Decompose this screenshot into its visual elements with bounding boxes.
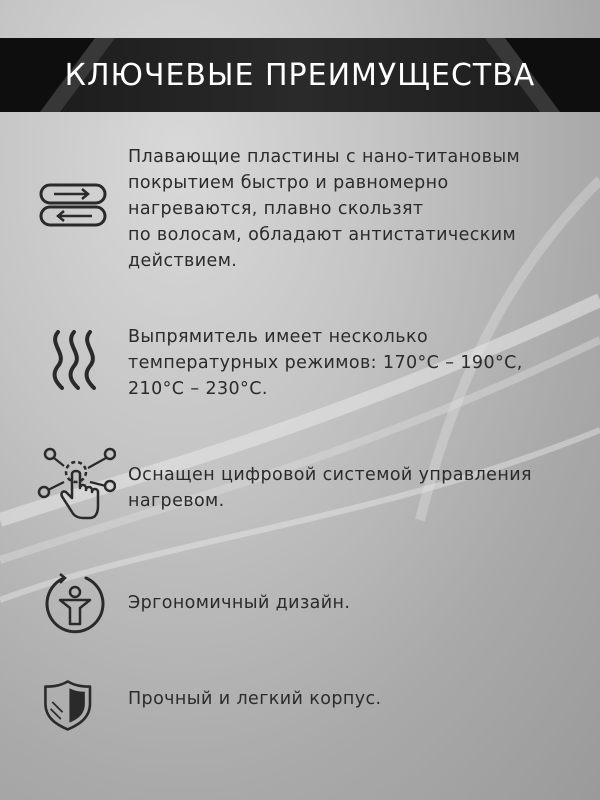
shield-icon (42, 678, 102, 738)
feature-text-body: Прочный и легкий корпус. (128, 689, 382, 709)
feature-text-control: Оснащен цифровой системой управления нагревом. (128, 465, 532, 511)
ergonomic-person-icon (40, 570, 110, 640)
feature-text-ergonomic: Эргономичный дизайн. (128, 593, 351, 613)
header-banner (0, 38, 600, 112)
heat-waves-icon (44, 324, 114, 394)
feature-text-temperature: Выпрямитель имеет несколько температурных режимов: 170°С – 190°С, 210°С – 230°С. (128, 327, 523, 399)
heated-plates-icon (38, 170, 108, 240)
page-title: КЛЮЧЕВЫЕ ПРЕИМУЩЕСТВА (64, 57, 536, 93)
digital-control-touch-icon (36, 440, 116, 530)
feature-text-plates: Плавающие пластины с нано-титановым покрытием быстро и равномерно нагреваются, плавно скользят по волосам, обладают антистатическим действием. (128, 147, 521, 271)
